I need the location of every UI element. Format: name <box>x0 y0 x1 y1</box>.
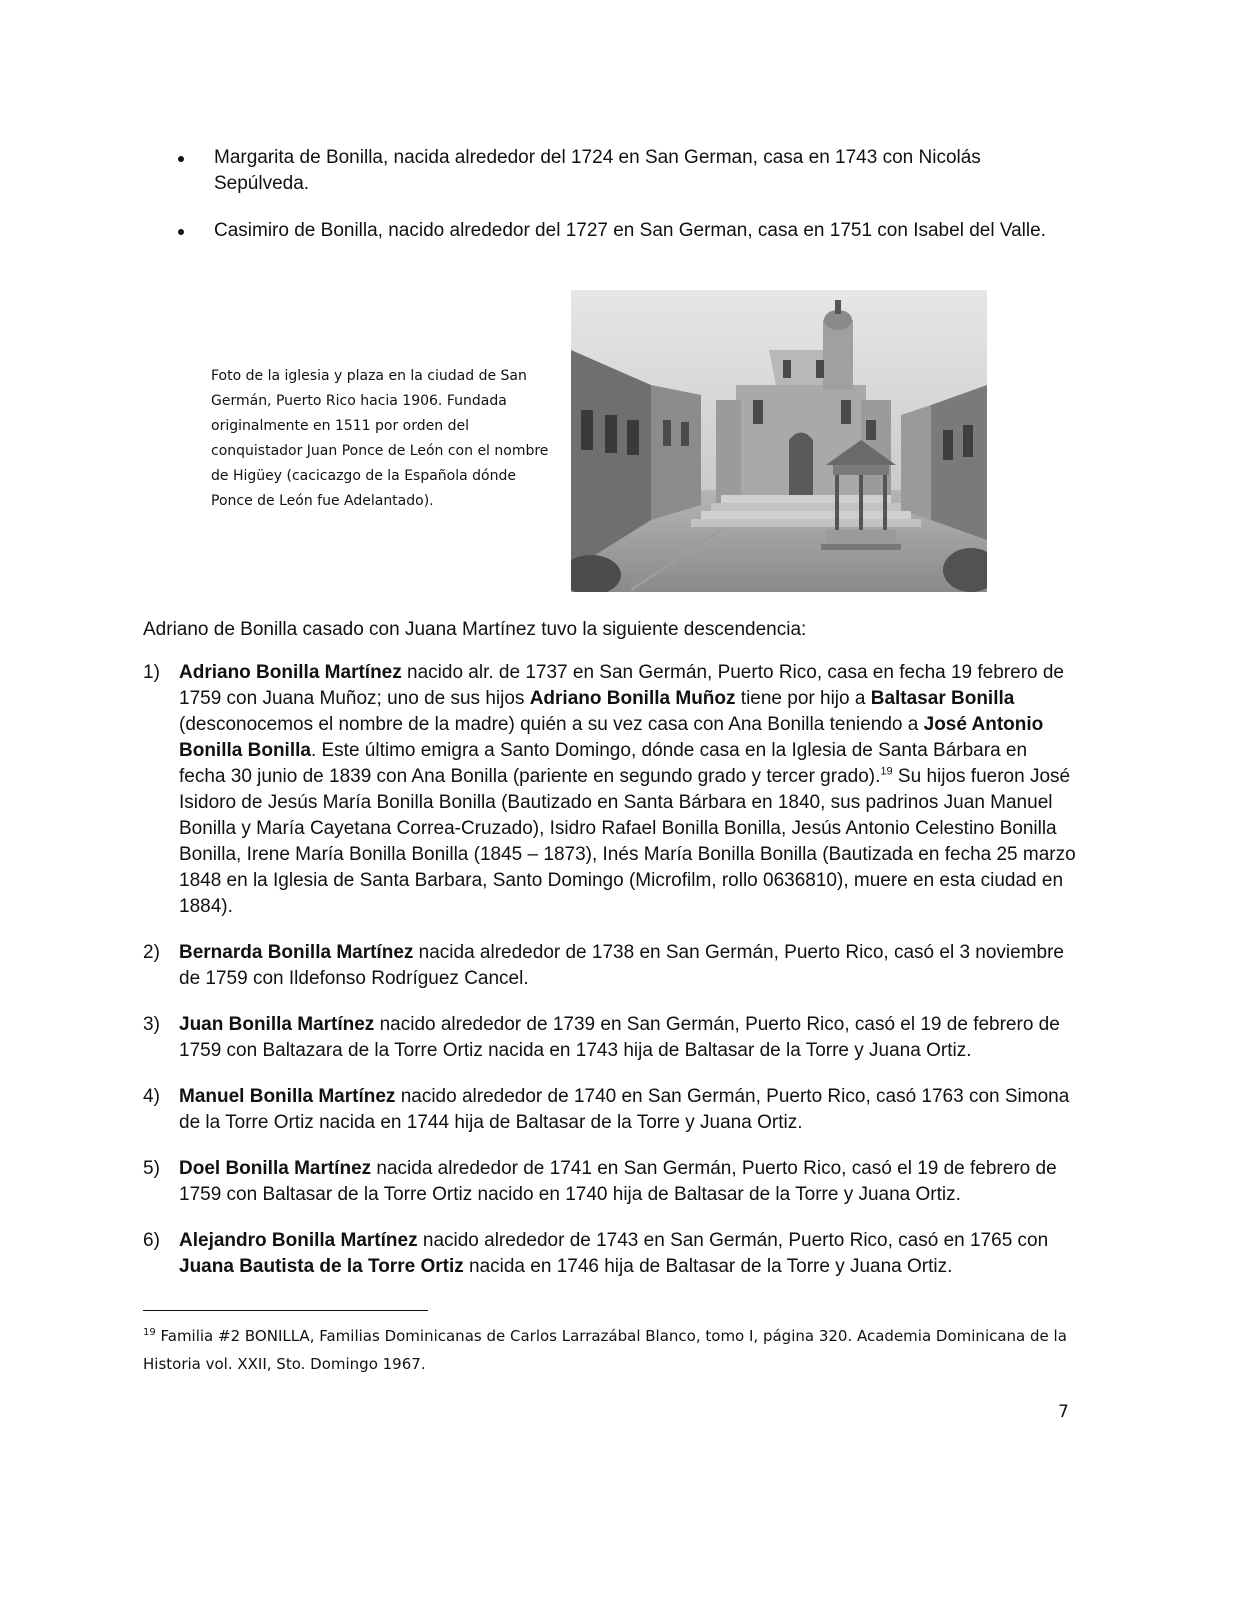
descendant-name: Manuel Bonilla Martínez <box>179 1086 396 1107</box>
descendant-text: . Este último emigra a Santo Domingo, dónde casa en la Iglesia de Santa Bárbara en fecha 30 junio de 1839 con Ana Bonilla (pariente en segundo grado y tercer grado). <box>179 740 1028 787</box>
descendant-name: José Antonio Bonilla Bonilla <box>179 714 1044 761</box>
item-number: 5) <box>143 1158 160 1179</box>
bullet-text: Casimiro de Bonilla, nacido alrededor del 1727 en San German, casa en 1751 con Isabel del Valle. <box>214 220 1046 241</box>
descendant-item <box>143 1156 1078 1208</box>
bullet-item <box>178 218 1058 244</box>
item-number: 2) <box>143 942 160 963</box>
descendant-text: nacido alr. de 1737 en San Germán, Puerto Rico, casa en fecha 19 febrero de 1759 con Juana Muñoz; uno de sus hijos <box>179 662 1065 709</box>
descendant-item <box>143 940 1078 992</box>
page-number: 7 <box>1058 1402 1069 1422</box>
church-plaza-photo <box>571 290 987 592</box>
descendant-name: Juan Bonilla Martínez <box>179 1014 375 1035</box>
bullet-dot-icon <box>178 229 184 235</box>
footnote-text: Familia #2 BONILLA, Familias Dominicanas de Carlos Larrazábal Blanco, tomo I, página 320. Academia Dominicana de la Historia vol. XXII, Sto. Domingo 1967. <box>143 1327 1067 1373</box>
descendant-name: Adriano Bonilla Martínez <box>179 662 402 683</box>
footnote-divider <box>143 1310 428 1311</box>
footnote <box>143 1322 1073 1378</box>
descendants-list <box>143 660 1078 1300</box>
descendant-text: nacida alrededor de 1738 en San Germán, Puerto Rico, casó el 3 noviembre de 1759 con Ildefonso Rodríguez Cancel. <box>179 942 1065 989</box>
descendants-intro: Adriano de Bonilla casado con Juana Martínez tuvo la siguiente descendencia: <box>143 619 807 640</box>
descendant-text: nacido alrededor de 1743 en San Germán, Puerto Rico, casó en 1765 con <box>417 1230 1049 1251</box>
item-number: 1) <box>143 662 160 683</box>
descendant-text: nacida alrededor de 1741 en San Germán, Puerto Rico, casó el 19 de febrero de 1759 con Baltasar de la Torre Ortiz nacido en 1740 hija de Baltasar de la Torre y Juana Ortiz. <box>179 1158 1057 1205</box>
photo-caption: Foto de la iglesia y plaza en la ciudad de San Germán, Puerto Rico hacia 1906. Fundada originalmente en 1511 por orden del conquistador Juan Ponce de León con el nombre de Higüey (cacicazgo de la Española dónde Ponce de León fue Adelantado). <box>211 368 549 509</box>
descendant-item <box>143 660 1078 920</box>
descendant-text: nacida en 1746 hija de Baltasar de la Torre y Juana Ortiz. <box>463 1256 953 1277</box>
descendant-name: Bernarda Bonilla Martínez <box>179 942 414 963</box>
descendant-text: tiene por hijo a <box>735 688 871 709</box>
descendant-name: Adriano Bonilla Muñoz <box>529 688 736 709</box>
footnote-reference: 19 <box>880 765 893 778</box>
descendant-item <box>143 1228 1078 1280</box>
item-number: 3) <box>143 1014 160 1035</box>
descendant-text: nacido alrededor de 1739 en San Germán, Puerto Rico, casó el 19 de febrero de 1759 con Baltazara de la Torre Ortiz nacida en 1743 hija de Baltasar de la Torre y Juana Ortiz. <box>179 1014 1060 1061</box>
item-number: 4) <box>143 1086 160 1107</box>
item-number: 6) <box>143 1230 160 1251</box>
descendant-name: Baltasar Bonilla <box>870 688 1015 709</box>
descendant-name: Doel Bonilla Martínez <box>179 1158 372 1179</box>
descendant-text: nacido alrededor de 1740 en San Germán, Puerto Rico, casó 1763 con Simona de la Torre Ortiz nacida en 1744 hija de Baltasar de la Torre y Juana Ortiz. <box>179 1086 1070 1133</box>
descendant-item <box>143 1012 1078 1064</box>
bullet-list <box>178 145 1058 265</box>
descendant-text: (desconocemos el nombre de la madre) quién a su vez casa con Ana Bonilla teniendo a <box>179 714 924 735</box>
footnote-number: 19 <box>143 1327 156 1338</box>
descendant-name: Alejandro Bonilla Martínez <box>179 1230 418 1251</box>
descendant-text: Su hijos fueron José Isidoro de Jesús María Bonilla Bonilla (Bautizado en Santa Bárbara en 1840, sus padrinos Juan Manuel Bonilla y María Cayetana Correa-Cruzado), Isidro Rafael Bonilla Bonilla, Jesús Antonio Celestino Bonilla Bonilla, Irene María Bonilla Bonilla (1845 – 1873), Inés María Bonilla Bonilla (Bautizada en fecha 25 marzo 1848 en la Iglesia de Santa Barbara, Santo Domingo (Microfilm, rollo 0636810), muere en esta ciudad en 1884). <box>179 766 1076 917</box>
descendant-name: Juana Bautista de la Torre Ortiz <box>179 1256 464 1277</box>
bullet-text: Margarita de Bonilla, nacida alrededor del 1724 en San German, casa en 1743 con Nicolás Sepúlveda. <box>214 147 981 194</box>
bullet-dot-icon <box>178 156 184 162</box>
church-photo-illustration <box>571 290 987 592</box>
descendant-item <box>143 1084 1078 1136</box>
bullet-item <box>178 145 1058 197</box>
